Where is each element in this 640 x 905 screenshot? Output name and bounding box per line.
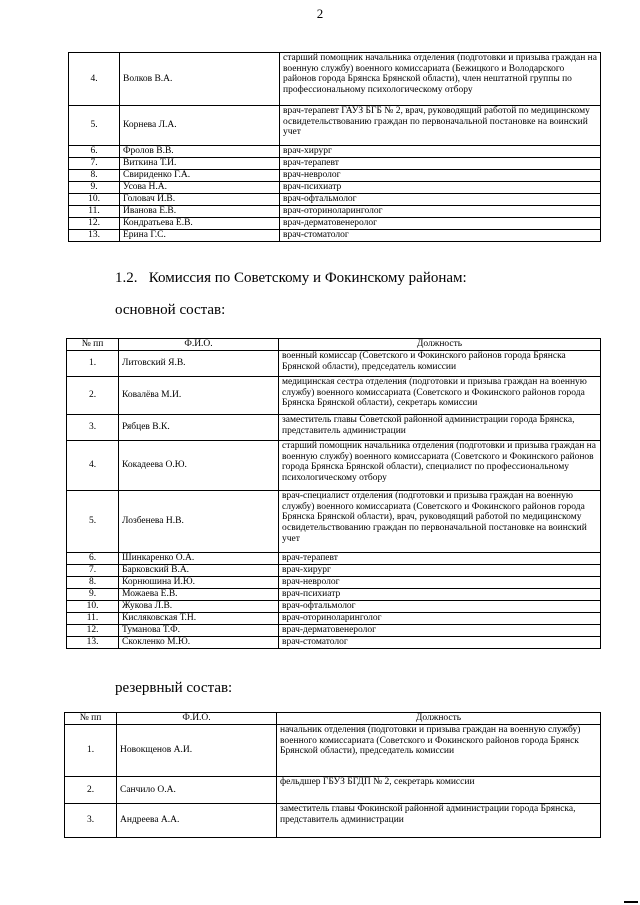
- member-position: врач-офтальмолог: [280, 194, 601, 206]
- row-number: 3.: [67, 415, 119, 441]
- scan-edge-mark: [624, 901, 638, 903]
- table-row: [65, 804, 601, 838]
- member-position: старший помощник начальника отделения (подготовки и призыва граждан на военную службу) военного комиссариата (Бежицкого и Володарского районов города Брянска Брянской области), член нештатной группы по профессиональному психологическому отбору: [280, 53, 601, 106]
- member-position: врач-невролог: [279, 577, 601, 589]
- table-row: [67, 601, 601, 613]
- table-row: [69, 218, 601, 230]
- row-number: 10.: [67, 601, 119, 613]
- row-number: 7.: [69, 158, 120, 170]
- row-number: 6.: [67, 553, 119, 565]
- table-row: [67, 637, 601, 649]
- header-number: № пп: [65, 713, 117, 725]
- row-number: 12.: [67, 625, 119, 637]
- main-composition-table: [66, 338, 601, 649]
- header-position: Должность: [279, 339, 601, 351]
- table-header-row: [65, 713, 601, 725]
- table-row: [67, 553, 601, 565]
- table-row: [65, 725, 601, 777]
- member-name: Можаева Е.В.: [119, 589, 279, 601]
- table-row: [67, 351, 601, 377]
- member-position: медицинская сестра отделения (подготовки и призыва граждан на военную службу) военного комиссариата (Советского и Фокинского районов города Брянска Брянской области), секретарь комиссии: [279, 377, 601, 415]
- member-position: врач-хирург: [280, 146, 601, 158]
- member-name: Скокленко М.Ю.: [119, 637, 279, 649]
- member-name: Виткина Т.И.: [120, 158, 280, 170]
- reserve-composition-table: [64, 712, 601, 838]
- table-row: [67, 491, 601, 553]
- member-position: врач-хирург: [279, 565, 601, 577]
- member-position: врач-дерматовенеролог: [280, 218, 601, 230]
- table-row: [69, 53, 601, 106]
- member-name: Головач И.В.: [120, 194, 280, 206]
- row-number: 12.: [69, 218, 120, 230]
- table-row: [69, 230, 601, 242]
- row-number: 9.: [67, 589, 119, 601]
- header-number: № пп: [67, 339, 119, 351]
- header-name: Ф.И.О.: [119, 339, 279, 351]
- member-position: врач-психиатр: [280, 182, 601, 194]
- member-position: врач-психиатр: [279, 589, 601, 601]
- table-row: [69, 106, 601, 146]
- member-name: Кондратьева Е.В.: [120, 218, 280, 230]
- member-position: врач-оториноларинголог: [279, 613, 601, 625]
- member-position: врач-оториноларинголог: [280, 206, 601, 218]
- member-name: Ерина Г.С.: [120, 230, 280, 242]
- table-row: [69, 170, 601, 182]
- member-name: Корнева Л.А.: [120, 106, 280, 146]
- member-name: Корнюшина И.Ю.: [119, 577, 279, 589]
- row-number: 4.: [67, 441, 119, 491]
- member-name: Иванова Е.В.: [120, 206, 280, 218]
- table-row: [69, 206, 601, 218]
- member-position: врач-терапевт ГАУЗ БГБ № 2, врач, руководящий работой по медицинскому освидетельствованию граждан по первоначальной постановке на воинский учет: [280, 106, 601, 146]
- member-name: Жукова Л.В.: [119, 601, 279, 613]
- member-position: врач-офтальмолог: [279, 601, 601, 613]
- table-row: [69, 194, 601, 206]
- main-composition-label: основной состав:: [115, 302, 226, 318]
- member-name: Свириденко Г.А.: [120, 170, 280, 182]
- row-number: 11.: [69, 206, 120, 218]
- table-row: [67, 377, 601, 415]
- row-number: 2.: [65, 777, 117, 804]
- row-number: 11.: [67, 613, 119, 625]
- row-number: 4.: [69, 53, 120, 106]
- member-name: Литовский Я.В.: [119, 351, 279, 377]
- member-position: заместитель главы Советской районной администрации города Брянска, представитель администрации: [279, 415, 601, 441]
- table-row: [67, 577, 601, 589]
- member-position: врач-невролог: [280, 170, 601, 182]
- header-position: Должность: [277, 713, 601, 725]
- member-position: заместитель главы Фокинской районной администрации города Брянска, представитель администрации: [277, 804, 601, 838]
- table-header-row: [67, 339, 601, 351]
- member-name: Волков В.А.: [120, 53, 280, 106]
- table-row: [65, 777, 601, 804]
- member-position: старший помощник начальника отделения (подготовки и призыва граждан на военную службу) военного комиссариата (Советского и Фокинского районов города Брянска Брянской области), специалист по профессиональному психологическому отбору: [279, 441, 601, 491]
- member-name: Кокадеева О.Ю.: [119, 441, 279, 491]
- reserve-composition-label: резервный состав:: [115, 680, 233, 696]
- table-row: [69, 146, 601, 158]
- section-heading: 1.2. Комиссия по Советскому и Фокинскому районам:: [115, 270, 467, 286]
- table-row: [67, 589, 601, 601]
- table-row: [69, 182, 601, 194]
- row-number: 9.: [69, 182, 120, 194]
- row-number: 5.: [67, 491, 119, 553]
- row-number: 1.: [65, 725, 117, 777]
- page-number: 2: [316, 6, 324, 21]
- header-name: Ф.И.О.: [117, 713, 277, 725]
- row-number: 3.: [65, 804, 117, 838]
- row-number: 13.: [69, 230, 120, 242]
- member-name: Санчило О.А.: [117, 777, 277, 804]
- member-position: начальник отделения (подготовки и призыва граждан на военную службу) военного комиссариата (Советского и Фокинского районов города Брянск Брянской области), председатель комиссии: [277, 725, 601, 777]
- table-row: [67, 565, 601, 577]
- member-position: врач-терапевт: [280, 158, 601, 170]
- member-position: военный комиссар (Советского и Фокинского районов города Брянска Брянской области), председатель комиссии: [279, 351, 601, 377]
- row-number: 13.: [67, 637, 119, 649]
- row-number: 2.: [67, 377, 119, 415]
- row-number: 7.: [67, 565, 119, 577]
- member-name: Рябцев В.К.: [119, 415, 279, 441]
- member-position: врач-дерматовенеролог: [279, 625, 601, 637]
- member-position: врач-специалист отделения (подготовки и призыва граждан на военную службу) военного комиссариата (Советского и Фокинского районов города Брянска Брянской области), врач, руководящий работой по медицинскому освидетельствованию граждан по первоначальной постановке на воинский учет: [279, 491, 601, 553]
- member-name: Барковский В.А.: [119, 565, 279, 577]
- member-name: Фролов В.В.: [120, 146, 280, 158]
- row-number: 1.: [67, 351, 119, 377]
- table-row: [67, 613, 601, 625]
- row-number: 5.: [69, 106, 120, 146]
- member-name: Андреева А.А.: [117, 804, 277, 838]
- commission-table-continued: [68, 52, 601, 242]
- member-name: Ковалёва М.И.: [119, 377, 279, 415]
- table-row: [67, 441, 601, 491]
- row-number: 8.: [69, 170, 120, 182]
- table-row: [67, 415, 601, 441]
- member-position: врач-стоматолог: [279, 637, 601, 649]
- member-name: Кисляковская Т.Н.: [119, 613, 279, 625]
- member-name: Лозбенева Н.В.: [119, 491, 279, 553]
- member-name: Усова Н.А.: [120, 182, 280, 194]
- table-row: [69, 158, 601, 170]
- member-name: Новокщенов А.И.: [117, 725, 277, 777]
- row-number: 8.: [67, 577, 119, 589]
- table-row: [67, 625, 601, 637]
- member-position: врач-стоматолог: [280, 230, 601, 242]
- row-number: 10.: [69, 194, 120, 206]
- member-name: Шинкаренко О.А.: [119, 553, 279, 565]
- member-position: фельдшер ГБУЗ БГДП № 2, секретарь комиссии: [277, 777, 601, 804]
- row-number: 6.: [69, 146, 120, 158]
- member-position: врач-терапевт: [279, 553, 601, 565]
- member-name: Туманова Т.Ф.: [119, 625, 279, 637]
